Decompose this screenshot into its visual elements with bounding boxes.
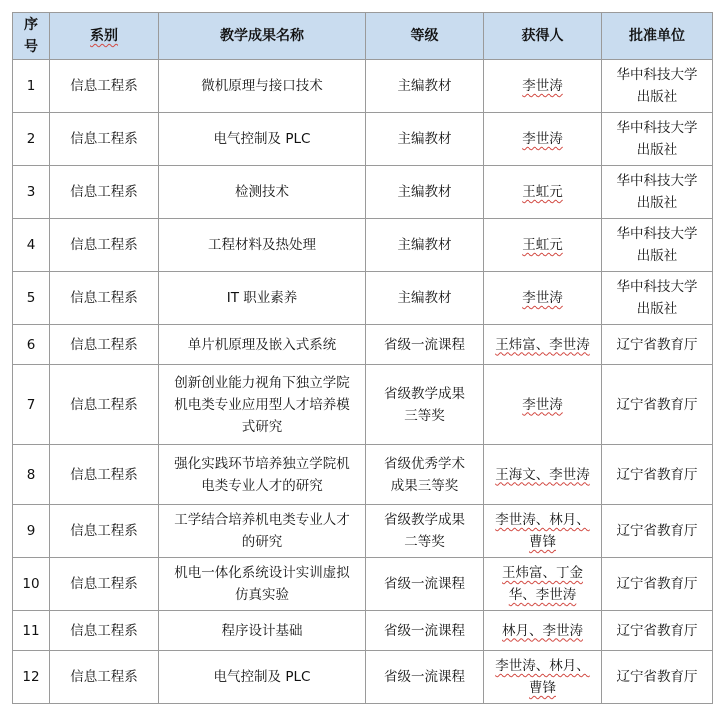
winner-names: 王炜富、李世涛 (495, 336, 590, 353)
table-header-row (13, 13, 713, 60)
cell-name: 电气控制及 PLC (159, 113, 366, 166)
cell-name: IT 职业素养 (159, 272, 366, 325)
cell-name: 电气控制及 PLC (159, 651, 366, 704)
cell-approver: 辽宁省教育厅 (602, 558, 713, 611)
cell-level: 主编教材 (366, 272, 484, 325)
cell-level: 省级教学成果二等奖 (366, 505, 484, 558)
cell-winner (484, 113, 602, 166)
table-row (13, 166, 713, 219)
cell-dept: 信息工程系 (50, 219, 159, 272)
cell-approver: 辽宁省教育厅 (602, 611, 713, 651)
cell-dept: 信息工程系 (50, 445, 159, 505)
winner-names: 林月、李世涛 (502, 622, 583, 639)
table-row (13, 219, 713, 272)
cell-dept: 信息工程系 (50, 325, 159, 365)
cell-seq: 3 (13, 166, 50, 219)
cell-seq: 6 (13, 325, 50, 365)
cell-level: 主编教材 (366, 113, 484, 166)
cell-dept: 信息工程系 (50, 651, 159, 704)
table-row (13, 651, 713, 704)
cell-level: 省级一流课程 (366, 558, 484, 611)
cell-winner (484, 219, 602, 272)
cell-seq: 4 (13, 219, 50, 272)
cell-approver: 华中科技大学出版社 (602, 113, 713, 166)
header-dept-label: 系别 (90, 28, 118, 44)
cell-name: 程序设计基础 (159, 611, 366, 651)
cell-dept: 信息工程系 (50, 611, 159, 651)
cell-winner (484, 272, 602, 325)
cell-name: 检测技术 (159, 166, 366, 219)
cell-approver: 辽宁省教育厅 (602, 651, 713, 704)
cell-seq: 8 (13, 445, 50, 505)
cell-seq: 5 (13, 272, 50, 325)
cell-level: 省级优秀学术成果三等奖 (366, 445, 484, 505)
cell-approver: 辽宁省教育厅 (602, 505, 713, 558)
cell-name: 工学结合培养机电类专业人才的研究 (159, 505, 366, 558)
header-dept (50, 13, 159, 60)
cell-winner (484, 365, 602, 445)
cell-dept: 信息工程系 (50, 166, 159, 219)
cell-approver: 辽宁省教育厅 (602, 445, 713, 505)
table-row (13, 365, 713, 445)
achievements-table (12, 12, 713, 704)
winner-names: 李世涛 (522, 78, 563, 94)
cell-name: 强化实践环节培养独立学院机电类专业人才的研究 (159, 445, 366, 505)
cell-level: 省级一流课程 (366, 325, 484, 365)
cell-winner (484, 166, 602, 219)
cell-level: 主编教材 (366, 219, 484, 272)
cell-name: 创新创业能力视角下独立学院机电类专业应用型人才培养模式研究 (159, 365, 366, 445)
cell-dept: 信息工程系 (50, 60, 159, 113)
cell-dept: 信息工程系 (50, 365, 159, 445)
cell-seq: 1 (13, 60, 50, 113)
cell-seq: 9 (13, 505, 50, 558)
cell-dept: 信息工程系 (50, 272, 159, 325)
achievements-table-wrapper (12, 12, 713, 704)
cell-approver: 辽宁省教育厅 (602, 365, 713, 445)
winner-names: 王虹元 (522, 184, 563, 200)
cell-winner (484, 505, 602, 558)
cell-winner (484, 325, 602, 365)
cell-name: 微机原理与接口技术 (159, 60, 366, 113)
cell-level: 主编教材 (366, 166, 484, 219)
cell-seq: 10 (13, 558, 50, 611)
table-row (13, 60, 713, 113)
table-row (13, 272, 713, 325)
cell-seq: 7 (13, 365, 50, 445)
cell-approver: 华中科技大学出版社 (602, 60, 713, 113)
winner-names: 李世涛、林月、曹锋 (495, 658, 590, 696)
header-level: 等级 (366, 13, 484, 60)
cell-name: 机电一体化系统设计实训虚拟仿真实验 (159, 558, 366, 611)
winner-names: 李世涛、林月、曹锋 (495, 512, 590, 550)
winner-names: 王炜富、丁金华、李世涛 (502, 565, 583, 603)
cell-approver: 华中科技大学出版社 (602, 219, 713, 272)
cell-name: 工程材料及热处理 (159, 219, 366, 272)
table-row (13, 325, 713, 365)
cell-dept: 信息工程系 (50, 113, 159, 166)
table-row (13, 558, 713, 611)
table-row (13, 611, 713, 651)
header-name: 教学成果名称 (159, 13, 366, 60)
header-seq: 序号 (13, 13, 50, 60)
cell-winner (484, 60, 602, 113)
cell-level: 主编教材 (366, 60, 484, 113)
cell-seq: 2 (13, 113, 50, 166)
cell-seq: 11 (13, 611, 50, 651)
table-row (13, 505, 713, 558)
cell-approver: 辽宁省教育厅 (602, 325, 713, 365)
cell-dept: 信息工程系 (50, 505, 159, 558)
winner-names: 王虹元 (522, 237, 563, 253)
table-row (13, 445, 713, 505)
cell-name: 单片机原理及嵌入式系统 (159, 325, 366, 365)
cell-level: 省级一流课程 (366, 611, 484, 651)
cell-winner (484, 558, 602, 611)
cell-seq: 12 (13, 651, 50, 704)
cell-dept: 信息工程系 (50, 558, 159, 611)
cell-level: 省级一流课程 (366, 651, 484, 704)
header-approver: 批准单位 (602, 13, 713, 60)
winner-names: 李世涛 (522, 396, 563, 413)
table-row (13, 113, 713, 166)
cell-winner (484, 611, 602, 651)
table-body (13, 60, 713, 704)
winner-names: 王海文、李世涛 (495, 466, 590, 483)
winner-names: 李世涛 (522, 290, 563, 306)
header-winner: 获得人 (484, 13, 602, 60)
cell-approver: 华中科技大学出版社 (602, 272, 713, 325)
cell-level: 省级教学成果三等奖 (366, 365, 484, 445)
cell-approver: 华中科技大学出版社 (602, 166, 713, 219)
winner-names: 李世涛 (522, 131, 563, 147)
cell-winner (484, 651, 602, 704)
cell-winner (484, 445, 602, 505)
